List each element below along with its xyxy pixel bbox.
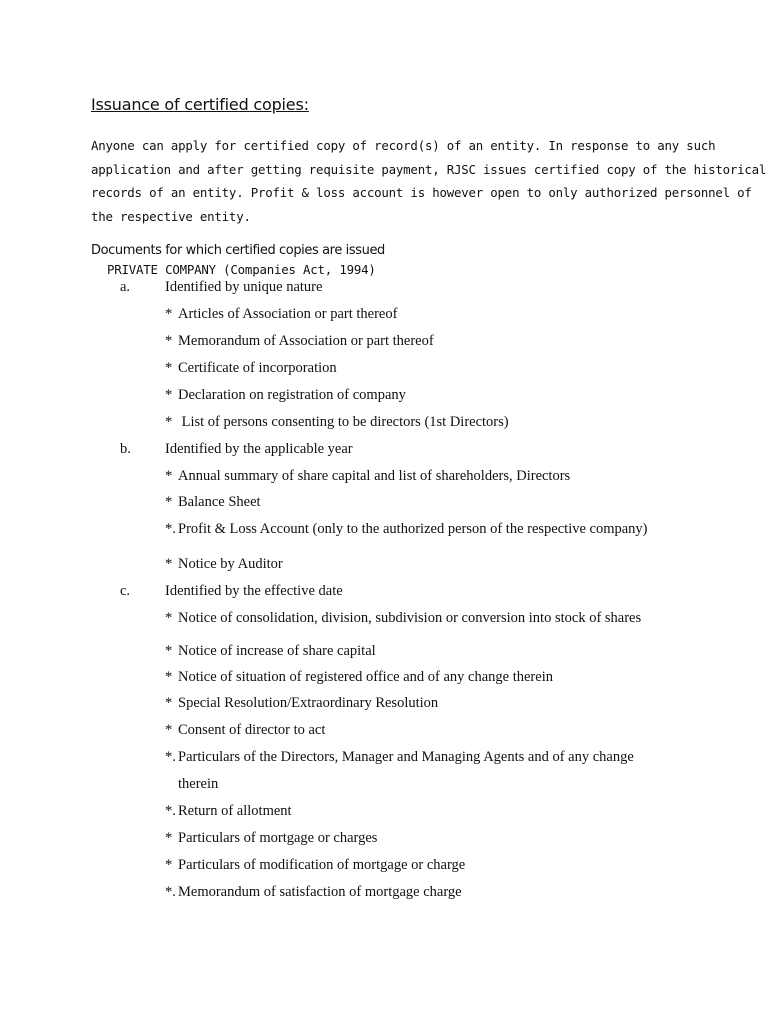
bullet: *.: [165, 749, 176, 765]
list-item: [165, 610, 641, 627]
list-item: [165, 414, 509, 431]
item-text: Profit & Loss Account (only to the authorized person of the respective company): [178, 521, 648, 537]
list-item: [165, 669, 553, 686]
intro-paragraph: [91, 134, 767, 228]
list-item: [165, 494, 261, 511]
item-text: Memorandum of satisfaction of mortgage charge: [178, 884, 462, 900]
list-item: [165, 521, 648, 538]
list-item: [165, 830, 377, 847]
item-text: Memorandum of Association or part thereof: [178, 333, 434, 349]
bullet: *: [165, 722, 173, 738]
bullet: *: [165, 830, 173, 846]
bullet: *.: [165, 521, 176, 537]
list-item: [165, 722, 325, 739]
bullet: *: [165, 610, 173, 626]
item-text: Certificate of incorporation: [178, 360, 337, 376]
bullet: *: [165, 387, 173, 403]
list-item: [165, 556, 283, 573]
intro-line: application and after getting requisite payment, RJSC issues certified copy of the historical: [91, 161, 767, 177]
item-text: Annual summary of share capital and list of shareholders, Directors: [178, 468, 571, 484]
intro-line: the respective entity.: [91, 208, 251, 224]
item-text: Notice by Auditor: [178, 556, 283, 572]
list-item: [165, 306, 397, 323]
company-type: PRIVATE COMPANY (Companies Act, 1994): [107, 262, 376, 277]
list-item: [165, 884, 462, 901]
list-item: [165, 695, 438, 712]
list-item: [165, 803, 292, 820]
item-text: Return of allotment: [178, 803, 292, 819]
group-title-c: Identified by the effective date: [165, 583, 343, 599]
page-title: Issuance of certified copies:: [91, 95, 309, 114]
item-text: List of persons consenting to be directors (1st Directors): [178, 414, 509, 430]
intro-line: Anyone can apply for certified copy of record(s) of an entity. In response to any such: [91, 138, 716, 153]
group-title-a: Identified by unique nature: [165, 279, 323, 295]
item-text: Notice of situation of registered office and of any change therein: [178, 669, 553, 685]
item-text: Special Resolution/Extraordinary Resolution: [178, 695, 439, 711]
bullet: *.: [165, 803, 176, 819]
bullet: *: [165, 333, 173, 349]
item-text: Notice of consolidation, division, subdivision or conversion into stock of shares: [178, 610, 642, 626]
bullet: *: [165, 643, 173, 659]
group-marker-a: a.: [120, 279, 131, 295]
group-marker-b: b.: [120, 441, 131, 457]
bullet: *: [165, 669, 173, 685]
bullet: *: [165, 556, 173, 572]
list-item: [165, 333, 434, 350]
bullet: *: [165, 857, 173, 873]
list-item: [165, 468, 570, 485]
list-item: [165, 360, 337, 377]
item-text: Declaration on registration of company: [178, 387, 406, 403]
list-item-continuation: therein: [178, 776, 219, 792]
group-marker-c: c.: [120, 583, 131, 599]
bullet: *: [165, 306, 173, 322]
item-text: Particulars of mortgage or charges: [178, 830, 378, 846]
list-item: [165, 749, 634, 766]
item-text: Particulars of the Directors, Manager and Managing Agents and of any change: [178, 749, 634, 765]
item-text: Particulars of modification of mortgage or charge: [178, 857, 466, 873]
bullet: *: [165, 360, 173, 376]
group-title-b: Identified by the applicable year: [165, 441, 353, 457]
documents-heading: Documents for which certified copies are issued: [91, 243, 385, 258]
list-item: [165, 857, 465, 874]
bullet: *: [165, 468, 173, 484]
intro-line: records of an entity. Profit & loss account is however open to only authorized personnel of: [91, 185, 752, 201]
bullet: *: [165, 494, 173, 510]
item-text: Notice of increase of share capital: [178, 643, 376, 659]
bullet: *: [165, 695, 173, 711]
item-text: Articles of Association or part thereof: [178, 306, 398, 322]
item-text: Balance Sheet: [178, 494, 261, 510]
list-item: [165, 387, 406, 404]
bullet: *: [165, 414, 173, 430]
bullet: *.: [165, 884, 176, 900]
item-text: Consent of director to act: [178, 722, 326, 738]
list-item: [165, 643, 376, 660]
